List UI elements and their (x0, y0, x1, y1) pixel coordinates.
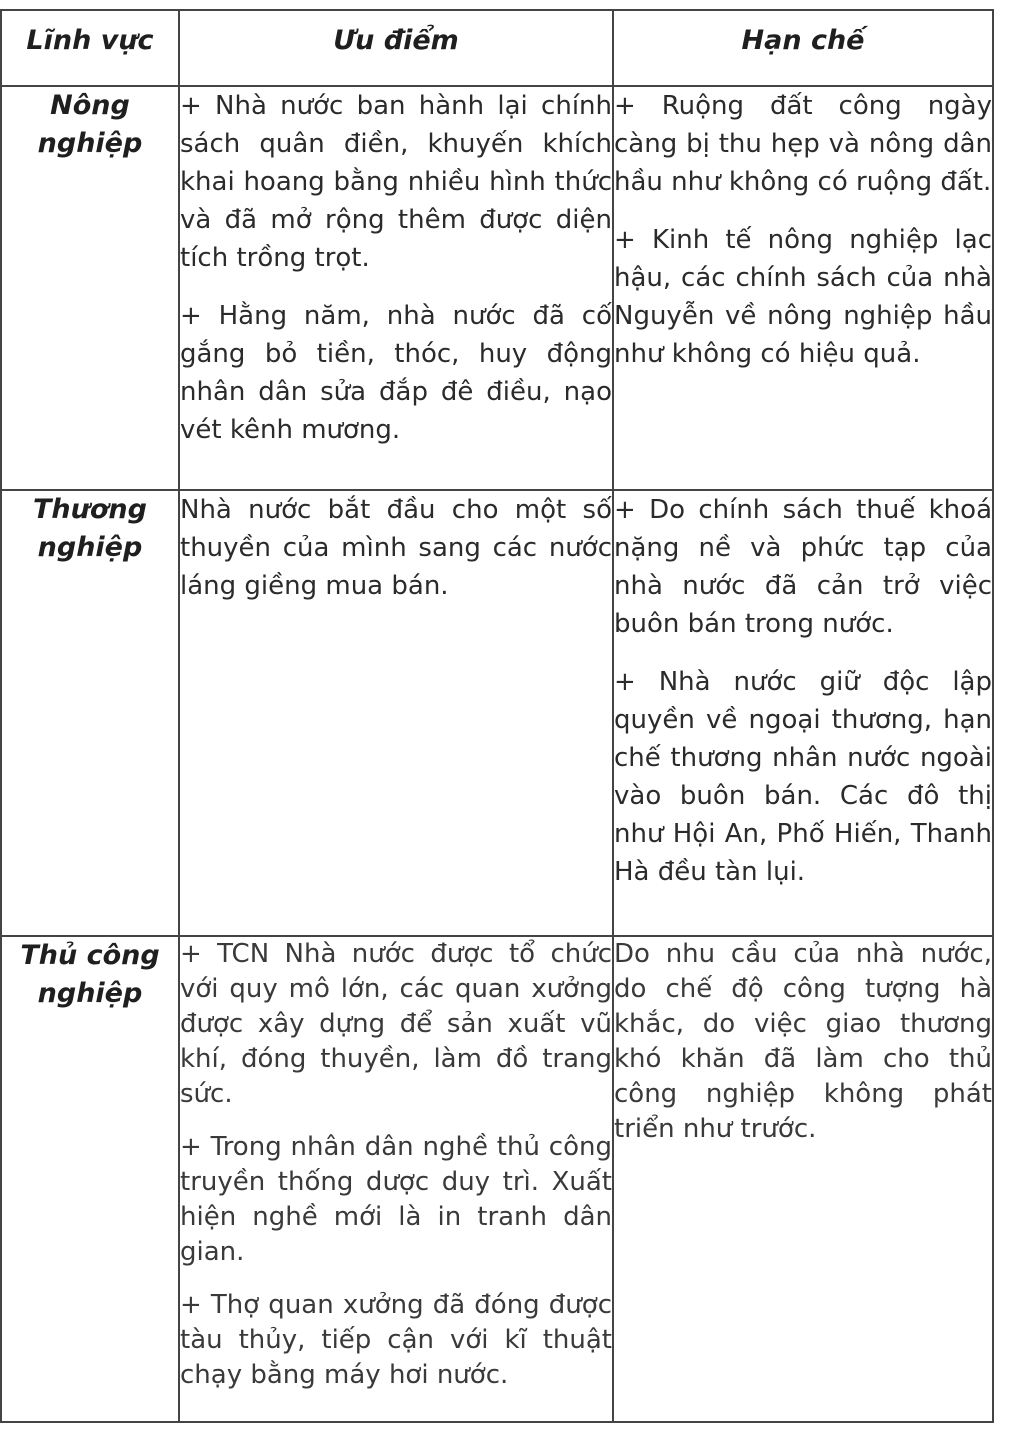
limitations-cell (613, 86, 993, 490)
table-row (1, 86, 993, 490)
header-row (1, 10, 993, 86)
field-name-handicraft: Thủ công nghiệp (1, 936, 179, 1422)
limitation-item: Do nhu cầu của nhà nước, do chế độ công tượng hà khắc, do việc giao thương khó khăn đã làm cho thủ công nghiệp không phát triển như trước. (614, 939, 992, 1144)
limitation-item: + Do chính sách thuế khoá nặng nề và phức tạp của nhà nước đã cản trở việc buôn bán trong nước. (614, 495, 992, 639)
limitation-item: + Kinh tế nông nghiệp lạc hậu, các chính sách của nhà Nguyễn về nông nghiệp hầu như không có hiệu quả. (614, 225, 992, 369)
limitation-item: + Ruộng đất công ngày càng bị thu hẹp và nông dân hầu như không có ruộng đất. (614, 91, 992, 197)
limitation-item: + Nhà nước giữ độc lập quyền về ngoại thương, hạn chế thương nhân nước ngoài vào buôn bán. Các đô thị như Hội An, Phố Hiến, Thanh Hà đều tàn lụi. (614, 667, 992, 887)
limitations-cell (613, 490, 993, 936)
table-row (1, 490, 993, 936)
advantage-item: + Nhà nước ban hành lại chính sách quân điền, khuyến khích khai hoang bằng nhiều hình thức và đã mở rộng thêm được diện tích trồng trọt. (180, 91, 612, 273)
advantage-item: + Hằng năm, nhà nước đã cố gắng bỏ tiền, thóc, huy động nhân dân sửa đắp đê điều, nạo vét kênh mương. (180, 301, 612, 445)
advantage-item: + Thợ quan xưởng đã đóng được tàu thủy, tiếp cận với kĩ thuật chạy bằng máy hơi nước. (180, 1290, 612, 1390)
limitations-cell (613, 936, 993, 1422)
advantage-item: Nhà nước bắt đầu cho một số thuyền của mình sang các nước láng giềng mua bán. (180, 495, 612, 601)
table-row (1, 936, 993, 1422)
header-advantages: Ưu điểm (179, 10, 613, 86)
advantages-cell (179, 936, 613, 1422)
advantages-cell (179, 86, 613, 490)
advantage-item: + TCN Nhà nước được tổ chức với quy mô lớn, các quan xưởng được xây dựng để sản xuất vũ khí, đóng thuyền, làm đồ trang sức. (180, 939, 612, 1109)
advantage-item: + Trong nhân dân nghề thủ công truyền thống dược duy trì. Xuất hiện nghề mới là in tranh dân gian. (180, 1132, 612, 1267)
header-field: Lĩnh vực (1, 10, 179, 86)
field-name-agriculture: Nông nghiệp (1, 86, 179, 490)
field-name-commerce: Thương nghiệp (1, 490, 179, 936)
comparison-table (0, 9, 994, 1423)
header-limitations: Hạn chế (613, 10, 993, 86)
advantages-cell (179, 490, 613, 936)
